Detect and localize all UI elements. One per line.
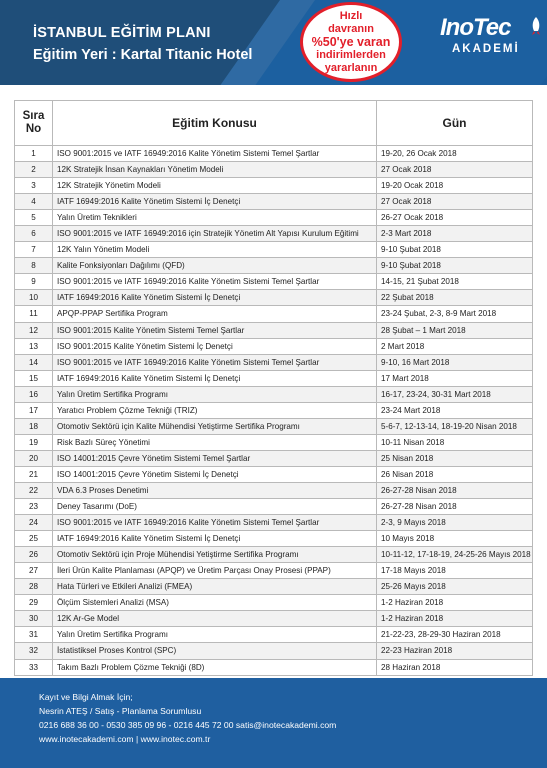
row-number: 20 (15, 450, 53, 466)
row-number: 24 (15, 515, 53, 531)
table-row (15, 354, 533, 370)
table-header-row (15, 101, 533, 146)
table-row (15, 162, 533, 178)
website-links[interactable]: www.inotecakademi.com | www.inotec.com.tr (39, 734, 211, 744)
table-row (15, 595, 533, 611)
table-row (15, 611, 533, 627)
row-date: 17 Mart 2018 (377, 370, 533, 386)
row-number: 18 (15, 418, 53, 434)
table-row (15, 178, 533, 194)
row-number: 19 (15, 434, 53, 450)
row-topic: Ölçüm Sistemleri Analizi (MSA) (53, 595, 377, 611)
row-date: 17-18 Mayıs 2018 (377, 563, 533, 579)
table-row (15, 499, 533, 515)
row-date: 21-22-23, 28-29-30 Haziran 2018 (377, 627, 533, 643)
row-topic: 12K Stratejik İnsan Kaynakları Yönetim Modeli (53, 162, 377, 178)
row-date: 2 Mart 2018 (377, 338, 533, 354)
row-date: 2-3 Mart 2018 (377, 226, 533, 242)
row-topic: ISO 9001:2015 ve IATF 16949:2016 Kalite Yönetim Sistemi Temel Şartlar (53, 274, 377, 290)
row-topic: IATF 16949:2016 Kalite Yönetim Sistemi İç Denetçi (53, 370, 377, 386)
row-number: 6 (15, 226, 53, 242)
table-row (15, 434, 533, 450)
row-date: 19-20 Ocak 2018 (377, 178, 533, 194)
row-topic: IATF 16949:2016 Kalite Yönetim Sistemi İç Denetçi (53, 531, 377, 547)
row-date: 9-10 Şubat 2018 (377, 258, 533, 274)
column-header-no: Sıra No (15, 101, 53, 146)
row-topic: ISO 9001:2015 Kalite Yönetim Sistemi İç Denetçi (53, 338, 377, 354)
row-topic: ISO 9001:2015 Kalite Yönetim Sistemi Temel Şartlar (53, 322, 377, 338)
row-topic: Risk Bazlı Süreç Yönetimi (53, 434, 377, 450)
row-number: 9 (15, 274, 53, 290)
row-number: 3 (15, 178, 53, 194)
row-number: 7 (15, 242, 53, 258)
row-date: 28 Şubat – 1 Mart 2018 (377, 322, 533, 338)
table-row (15, 482, 533, 498)
contact-heading: Kayıt ve Bilgi Almak İçin; (39, 692, 133, 702)
row-date: 28 Haziran 2018 (377, 659, 533, 675)
table-row (15, 659, 533, 675)
row-topic: Yalın Üretim Sertifika Programı (53, 627, 377, 643)
row-topic: Deney Tasarımı (DoE) (53, 499, 377, 515)
row-number: 27 (15, 563, 53, 579)
row-topic: IATF 16949:2016 Kalite Yönetim Sistemi İç Denetçi (53, 194, 377, 210)
row-date: 25 Nisan 2018 (377, 450, 533, 466)
row-topic: 12K Ar-Ge Model (53, 611, 377, 627)
table-row (15, 531, 533, 547)
row-number: 5 (15, 210, 53, 226)
table-row (15, 338, 533, 354)
row-date: 10-11 Nisan 2018 (377, 434, 533, 450)
row-number: 28 (15, 579, 53, 595)
row-date: 1-2 Haziran 2018 (377, 611, 533, 627)
table-row (15, 242, 533, 258)
row-topic: ISO 14001:2015 Çevre Yönetim Sistemi İç Denetçi (53, 466, 377, 482)
row-number: 4 (15, 194, 53, 210)
table-row (15, 643, 533, 659)
contact-phones-email[interactable]: 0216 688 36 00 - 0530 385 09 96 - 0216 445 72 00 satis@inotecakademi.com (39, 720, 337, 730)
row-number: 21 (15, 466, 53, 482)
row-number: 23 (15, 499, 53, 515)
row-date: 5-6-7, 12-13-14, 18-19-20 Nisan 2018 (377, 418, 533, 434)
table-row (15, 386, 533, 402)
row-number: 16 (15, 386, 53, 402)
row-date: 16-17, 23-24, 30-31 Mart 2018 (377, 386, 533, 402)
badge-line: indirimlerden (316, 48, 386, 61)
row-number: 26 (15, 547, 53, 563)
row-topic: ISO 9001:2015 ve IATF 16949:2016 Kalite Yönetim Sistemi Temel Şartlar (53, 515, 377, 531)
badge-line: davranın (328, 22, 374, 35)
table-row (15, 370, 533, 386)
row-topic: ISO 14001:2015 Çevre Yönetim Sistemi Temel Şartlar (53, 450, 377, 466)
column-header-topic: Eğitim Konusu (53, 101, 377, 146)
table-row (15, 194, 533, 210)
row-number: 1 (15, 146, 53, 162)
badge-line: Hızlı (339, 9, 363, 22)
table-row (15, 226, 533, 242)
row-topic: Hata Türleri ve Etkileri Analizi (FMEA) (53, 579, 377, 595)
row-topic: Kalite Fonksiyonları Dağılımı (QFD) (53, 258, 377, 274)
training-schedule-table (14, 100, 533, 676)
row-date: 9-10 Şubat 2018 (377, 242, 533, 258)
venue-subtitle: Eğitim Yeri : Kartal Titanic Hotel (33, 47, 253, 63)
row-number: 15 (15, 370, 53, 386)
table-row (15, 418, 533, 434)
table-row (15, 450, 533, 466)
table-row (15, 402, 533, 418)
row-number: 2 (15, 162, 53, 178)
contact-footer (0, 678, 547, 768)
row-number: 11 (15, 306, 53, 322)
row-topic: İstatistiksel Proses Kontrol (SPC) (53, 643, 377, 659)
table-row (15, 306, 533, 322)
badge-line-discount: %50'ye varan (311, 34, 391, 49)
row-topic: IATF 16949:2016 Kalite Yönetim Sistemi İç Denetçi (53, 290, 377, 306)
header-banner (0, 0, 547, 85)
row-date: 26 Nisan 2018 (377, 466, 533, 482)
row-date: 23-24 Şubat, 2-3, 8-9 Mart 2018 (377, 306, 533, 322)
table-row (15, 579, 533, 595)
row-date: 1-2 Haziran 2018 (377, 595, 533, 611)
table-row (15, 322, 533, 338)
table-row (15, 627, 533, 643)
row-date: 26-27-28 Nisan 2018 (377, 482, 533, 498)
logo-wordmark: InoTec (440, 14, 511, 41)
row-topic: ISO 9001:2015 ve IATF 16949:2016 için Stratejik Yönetim Alt Yapısı Kurulum Eğitimi (53, 226, 377, 242)
row-date: 26-27-28 Nisan 2018 (377, 499, 533, 515)
table-row (15, 210, 533, 226)
row-topic: 12K Stratejik Yönetim Modeli (53, 178, 377, 194)
row-date: 27 Ocak 2018 (377, 194, 533, 210)
page-title: İSTANBUL EĞİTİM PLANI (33, 25, 211, 41)
row-date: 22-23 Haziran 2018 (377, 643, 533, 659)
row-number: 10 (15, 290, 53, 306)
row-topic: Yalın Üretim Sertifika Programı (53, 386, 377, 402)
row-number: 25 (15, 531, 53, 547)
row-number: 31 (15, 627, 53, 643)
row-topic: ISO 9001:2015 ve IATF 16949:2016 Kalite Yönetim Sistemi Temel Şartlar (53, 354, 377, 370)
contact-person: Nesrin ATEŞ / Satış - Planlama Sorumlusu (39, 706, 202, 716)
company-logo (440, 14, 540, 64)
table-row (15, 563, 533, 579)
table-row (15, 547, 533, 563)
row-date: 10 Mayıs 2018 (377, 531, 533, 547)
row-topic: Takım Bazlı Problem Çözme Tekniği (8D) (53, 659, 377, 675)
table-row (15, 515, 533, 531)
logo-subtitle: AKADEMİ (452, 43, 520, 55)
row-number: 33 (15, 659, 53, 675)
row-date: 22 Şubat 2018 (377, 290, 533, 306)
row-number: 17 (15, 402, 53, 418)
table-row (15, 290, 533, 306)
row-number: 8 (15, 258, 53, 274)
row-date: 25-26 Mayıs 2018 (377, 579, 533, 595)
row-number: 32 (15, 643, 53, 659)
badge-line: yararlanın (324, 61, 378, 74)
row-number: 22 (15, 482, 53, 498)
row-date: 9-10, 16 Mart 2018 (377, 354, 533, 370)
row-date: 14-15, 21 Şubat 2018 (377, 274, 533, 290)
row-number: 14 (15, 354, 53, 370)
row-date: 27 Ocak 2018 (377, 162, 533, 178)
row-topic: Yaratıcı Problem Çözme Tekniği (TRIZ) (53, 402, 377, 418)
row-number: 30 (15, 611, 53, 627)
row-number: 12 (15, 322, 53, 338)
table-row (15, 258, 533, 274)
row-date: 26-27 Ocak 2018 (377, 210, 533, 226)
row-topic: İleri Ürün Kalite Planlaması (APQP) ve Üretim Parçası Onay Prosesi (PPAP) (53, 563, 377, 579)
row-topic: Otomotiv Sektörü için Proje Mühendisi Yetiştirme Sertifika Programı (53, 547, 377, 563)
row-topic: APQP-PPAP Sertifika Program (53, 306, 377, 322)
row-date: 10-11-12, 17-18-19, 24-25-26 Mayıs 2018 (377, 547, 533, 563)
row-date: 2-3, 9 Mayıs 2018 (377, 515, 533, 531)
row-date: 23-24 Mart 2018 (377, 402, 533, 418)
table-row (15, 466, 533, 482)
rocket-icon (528, 16, 544, 38)
table-row (15, 146, 533, 162)
discount-badge (300, 2, 402, 82)
row-number: 29 (15, 595, 53, 611)
row-topic: VDA 6.3 Proses Denetimi (53, 482, 377, 498)
row-topic: 12K Yalın Yönetim Modeli (53, 242, 377, 258)
row-date: 19-20, 26 Ocak 2018 (377, 146, 533, 162)
row-number: 13 (15, 338, 53, 354)
row-topic: Otomotiv Sektörü için Kalite Mühendisi Yetiştirme Sertifika Programı (53, 418, 377, 434)
row-topic: Yalın Üretim Teknikleri (53, 210, 377, 226)
row-topic: ISO 9001:2015 ve IATF 16949:2016 Kalite Yönetim Sistemi Temel Şartlar (53, 146, 377, 162)
column-header-date: Gün (377, 101, 533, 146)
table-row (15, 274, 533, 290)
